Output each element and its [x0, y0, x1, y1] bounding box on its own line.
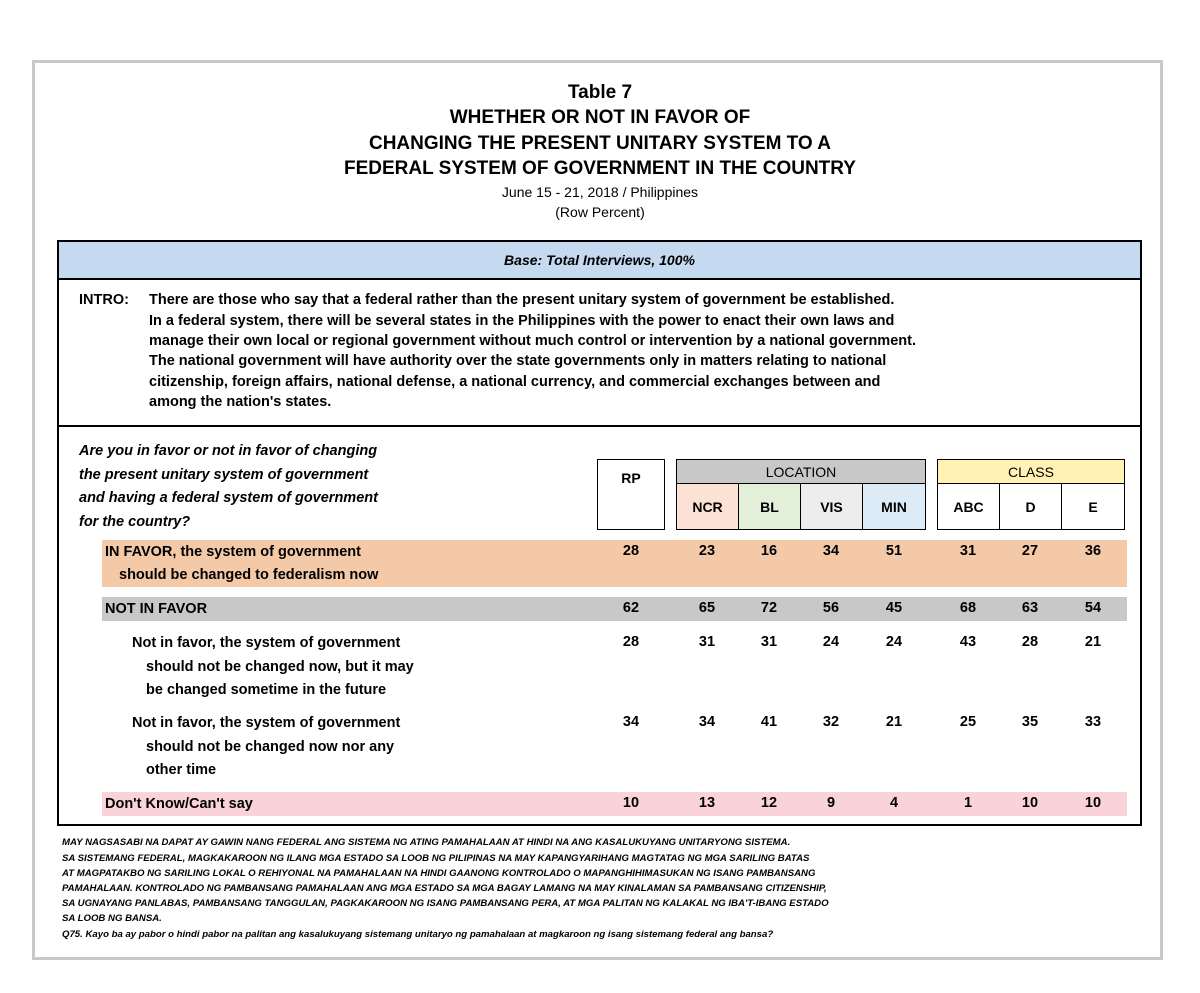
- value-cell-ncr: 34: [698, 714, 716, 730]
- value-cell-bl: 72: [760, 600, 778, 616]
- class-group-header: CLASS: [937, 459, 1125, 484]
- value-cell-e: 36: [1084, 543, 1102, 559]
- value-cell-bl: 16: [760, 543, 778, 559]
- survey-date: June 15 - 21, 2018 / Philippines: [501, 184, 699, 200]
- value-cell-abc: 68: [959, 600, 977, 616]
- col-header-d: D: [999, 483, 1062, 530]
- value-cell-min: 4: [889, 795, 899, 811]
- row-label-dont-know: Don't Know/Can't say: [105, 796, 253, 812]
- row-label-not-ever: Not in favor, the system of government: [132, 715, 401, 731]
- value-cell-rp: 10: [622, 795, 640, 811]
- question-line: the present unitary system of government: [79, 466, 369, 483]
- value-cell-rp: 62: [622, 600, 640, 616]
- value-cell-abc: 1: [963, 795, 973, 811]
- footnote-line: SA UGNAYANG PANLABAS, PAMBANSANG TANGGULAN, PAGKAKAROON NG ISANG PAMBANSANG PERA, AT MGA PALITAN NG KALAKAL NG IBA'T-IBANG ESTADO: [62, 898, 829, 909]
- value-cell-rp: 28: [622, 543, 640, 559]
- table-title-line-2: CHANGING THE PRESENT UNITARY SYSTEM TO A: [368, 133, 832, 154]
- value-cell-min: 51: [885, 543, 903, 559]
- footnote-line: AT MAGPATAKBO NG SARILING LOKAL O REHIYONAL NA PAMAHALAAN NA HINDI GAANONG KONTROLADO O MAPANGHIHIMASUKAN NG ISANG PAMBANSANG: [62, 868, 816, 879]
- row-label-not-now-maybe-future: Not in favor, the system of government: [132, 635, 401, 651]
- value-cell-ncr: 65: [698, 600, 716, 616]
- value-cell-ncr: 13: [698, 795, 716, 811]
- value-cell-vis: 24: [822, 634, 840, 650]
- row-label-not-in-favor: NOT IN FAVOR: [105, 601, 208, 617]
- row-label-not-now-maybe-future-cont: should not be changed now, but it may: [146, 659, 414, 675]
- row-label-in-favor: IN FAVOR, the system of government: [105, 544, 361, 560]
- value-cell-rp: 28: [622, 634, 640, 650]
- footnote-line: Q75. Kayo ba ay pabor o hindi pabor na palitan ang kasalukuyang sistemang unitaryo ng pamahalaan at magkaroon ng isang sistemang federal ang bansa?: [62, 929, 774, 940]
- intro-line: In a federal system, there will be several states in the Philippines with the power to enact their own laws and: [149, 313, 895, 329]
- value-cell-d: 63: [1021, 600, 1039, 616]
- value-cell-vis: 56: [822, 600, 840, 616]
- intro-line: among the nation's states.: [149, 394, 332, 410]
- value-cell-vis: 34: [822, 543, 840, 559]
- value-cell-ncr: 31: [698, 634, 716, 650]
- survey-question: [79, 440, 439, 534]
- col-header-bl: BL: [738, 483, 801, 530]
- value-cell-min: 21: [885, 714, 903, 730]
- value-cell-e: 21: [1084, 634, 1102, 650]
- intro-line: citizenship, foreign affairs, national defense, a national currency, and commercial exchanges between and: [149, 374, 881, 390]
- row-label-not-ever-cont: other time: [146, 762, 217, 778]
- value-cell-ncr: 23: [698, 543, 716, 559]
- value-cell-d: 35: [1021, 714, 1039, 730]
- value-cell-abc: 31: [959, 543, 977, 559]
- base-bar: Base: Total Interviews, 100%: [59, 242, 1140, 280]
- question-line: for the country?: [79, 513, 191, 530]
- col-header-ncr: NCR: [676, 483, 739, 530]
- value-cell-min: 45: [885, 600, 903, 616]
- col-header-e: E: [1061, 483, 1125, 530]
- footnote-line: PAMAHALAAN. KONTROLADO NG PAMBANSANG PAMAHALAAN ANG MGA ESTADO SA MGA BAGAY LAMANG NA MAY KINALAMAN SA PAMBANSANG CITIZENSHIP,: [62, 883, 827, 894]
- row-label-not-ever-cont: should not be changed now nor any: [146, 739, 395, 755]
- col-header-rp: RP: [597, 459, 665, 530]
- survey-table: [57, 240, 1142, 826]
- value-cell-bl: 31: [760, 634, 778, 650]
- question-line: and having a federal system of government: [79, 490, 378, 506]
- question-line: Are you in favor or not in favor of changing: [79, 443, 378, 459]
- value-cell-rp: 34: [622, 714, 640, 730]
- value-cell-d: 28: [1021, 634, 1039, 650]
- value-cell-e: 33: [1084, 714, 1102, 730]
- table-number: Table 7: [567, 82, 633, 103]
- row-percent-note: (Row Percent): [555, 204, 645, 220]
- value-cell-bl: 41: [760, 714, 778, 730]
- footnote-line: SA LOOB NG BANSA.: [62, 913, 162, 924]
- location-group-header: LOCATION: [676, 459, 926, 484]
- col-header-min: MIN: [862, 483, 926, 530]
- intro-line: There are those who say that a federal rather than the present unitary system of government be established.: [149, 292, 895, 308]
- table-title-line-1: WHETHER OR NOT IN FAVOR OF: [449, 107, 751, 128]
- intro-line: The national government will have authority over the state governments only in matters relating to national: [149, 353, 887, 369]
- value-cell-abc: 25: [959, 714, 977, 730]
- intro-line: manage their own local or regional government without much control or intervention by a national government.: [149, 333, 916, 349]
- value-cell-e: 54: [1084, 600, 1102, 616]
- value-cell-d: 27: [1021, 543, 1039, 559]
- value-cell-e: 10: [1084, 795, 1102, 811]
- footnote-line: SA SISTEMANG FEDERAL, MAGKAKAROON NG ILANG MGA ESTADO SA LOOB NG PILIPINAS NA MAY KAPANGYARIHANG MAGTATAG NG MGA SARILING BATAS: [62, 853, 810, 864]
- row-label-in-favor-cont: should be changed to federalism now: [119, 567, 379, 583]
- footnote-line: MAY NAGSASABI NA DAPAT AY GAWIN NANG FEDERAL ANG SISTEMA NG ATING PAMAHALAAN AT HINDI NA ANG KASALUKUYANG UNITARYONG SISTEMA.: [62, 837, 791, 848]
- col-header-abc: ABC: [937, 483, 1000, 530]
- value-cell-d: 10: [1021, 795, 1039, 811]
- col-header-vis: VIS: [800, 483, 863, 530]
- value-cell-vis: 32: [822, 714, 840, 730]
- value-cell-abc: 43: [959, 634, 977, 650]
- value-cell-vis: 9: [826, 795, 836, 811]
- intro-divider: [59, 425, 1140, 427]
- row-label-not-now-maybe-future-cont: be changed sometime in the future: [146, 682, 387, 698]
- intro-label: INTRO:: [79, 292, 129, 308]
- table-title-line-3: FEDERAL SYSTEM OF GOVERNMENT IN THE COUNTRY: [344, 158, 856, 179]
- value-cell-bl: 12: [760, 795, 778, 811]
- value-cell-min: 24: [885, 634, 903, 650]
